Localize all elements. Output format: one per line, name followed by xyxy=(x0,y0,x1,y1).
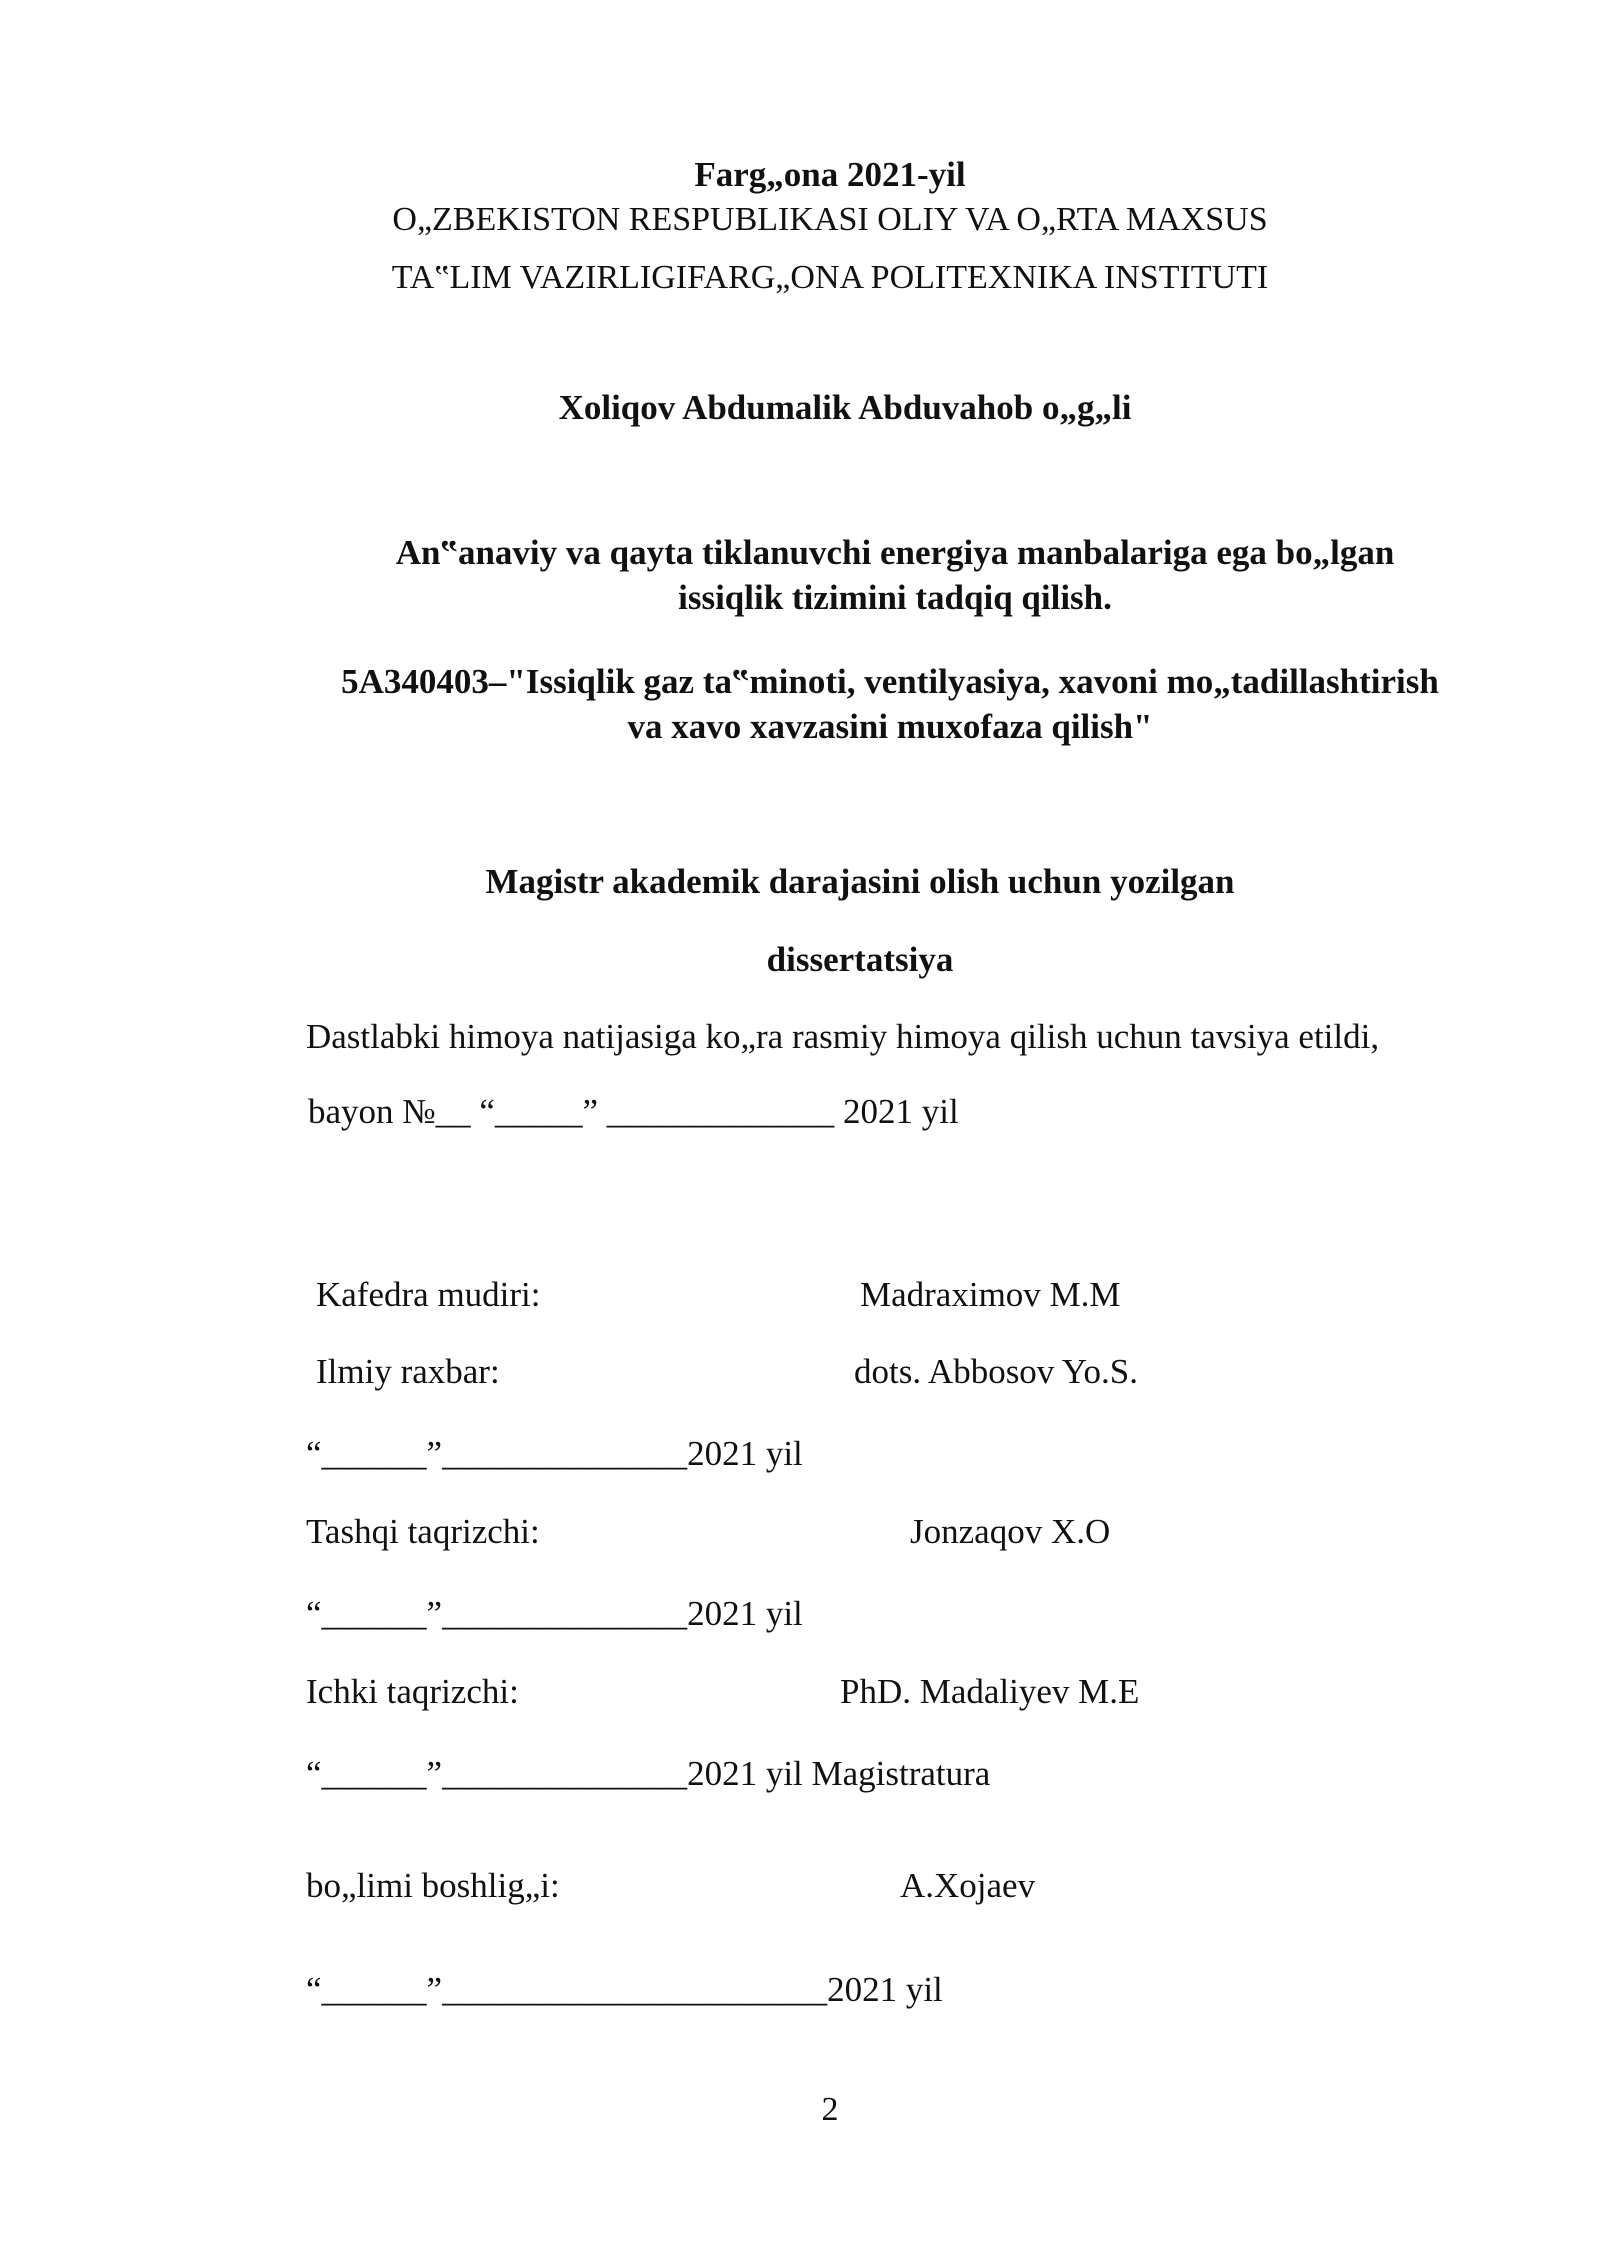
date-line-4: “______”______________________2021 yil xyxy=(306,1970,943,2009)
thesis-title-line-1: An‟anaviy va qayta tiklanuvchi energiya manbalariga ega bo„lgan xyxy=(395,533,1395,572)
department-head-label: bo„limi boshlig„i: xyxy=(306,1866,560,1905)
external-reviewer-name: Jonzaqov X.O xyxy=(910,1512,1111,1551)
date-line-3: “______”______________2021 yil Magistratura xyxy=(306,1754,991,1793)
recommendation-line-1: Dastlabki himoya natijasiga ko„ra rasmiy himoya qilish uchun tavsiya etildi, xyxy=(306,1017,1380,1056)
purpose-line-1: Magistr akademik darajasini olish uchun yozilgan xyxy=(485,862,1235,901)
date-line-1: “______”______________2021 yil xyxy=(306,1434,803,1473)
scientific-advisor-name: dots. Abbosov Yo.S. xyxy=(854,1352,1138,1391)
page-number: 2 xyxy=(821,2091,839,2128)
date-line-2: “______”______________2021 yil xyxy=(306,1594,803,1633)
recommendation-line-2: bayon №__ “_____” _____________ 2021 yil xyxy=(308,1092,959,1131)
scientific-advisor-label: Ilmiy raxbar: xyxy=(316,1352,500,1391)
head-of-department-name: Madraximov M.M xyxy=(860,1275,1121,1314)
purpose-line-2: dissertatsiya xyxy=(766,940,954,979)
internal-reviewer-label: Ichki taqrizchi: xyxy=(306,1672,519,1711)
thesis-title-line-2: issiqlik tizimini tadqiq qilish. xyxy=(678,578,1112,617)
ministry-line-2: TA‟LIM VAZIRLIGIFARG„ONA POLITEXNIKA INSTITUTI xyxy=(391,259,1269,296)
ministry-line-1: O„ZBEKISTON RESPUBLIKASI OLIY VA O„RTA MAXSUS xyxy=(392,201,1268,238)
city-year: Farg„ona 2021-yil xyxy=(694,155,966,194)
author-name: Xoliqov Abdumalik Abduvahob o„g„li xyxy=(558,388,1132,427)
specialty-line-1: 5A340403–"Issiqlik gaz ta‟minoti, ventilyasiya, xavoni mo„tadillashtirish xyxy=(341,662,1439,701)
external-reviewer-label: Tashqi taqrizchi: xyxy=(306,1512,540,1551)
head-of-department-label: Kafedra mudiri: xyxy=(316,1275,541,1314)
department-head-name: A.Xojaev xyxy=(900,1866,1036,1905)
specialty-line-2: va xavo xavzasini muxofaza qilish" xyxy=(627,707,1153,746)
internal-reviewer-name: PhD. Madaliyev M.E xyxy=(840,1672,1140,1711)
